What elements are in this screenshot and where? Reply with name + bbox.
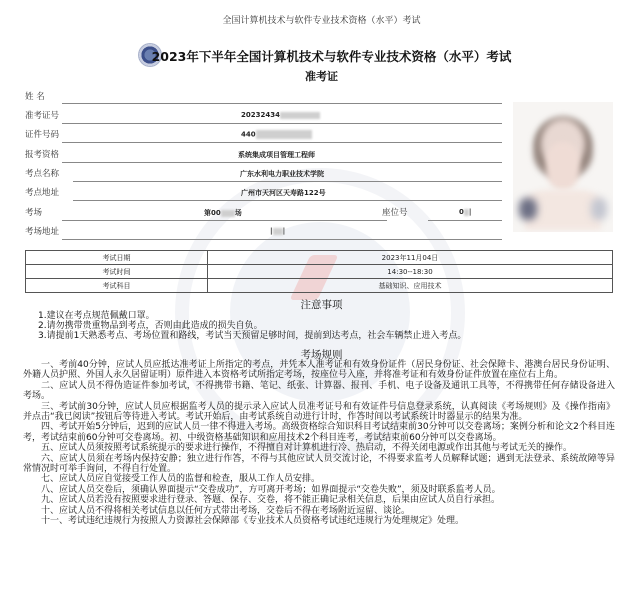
value-seat-number: 0 | bbox=[459, 208, 472, 216]
rule-item: 七、应试人员应自觉接受工作人员的监督和检查，服从工作人员安排。 bbox=[41, 474, 321, 485]
row-divider bbox=[73, 200, 502, 201]
redacted-block bbox=[221, 210, 235, 217]
notice-item: 2.请勿携带贵重物品到考点，否则由此造成的损失自负。 bbox=[38, 321, 263, 331]
value-exam-room: 第00 场 bbox=[204, 209, 242, 217]
table-row bbox=[26, 251, 613, 265]
value-test-center-address: 广州市天河区天寿路122号 bbox=[241, 189, 326, 197]
label-test-center: 考点名称 bbox=[25, 169, 60, 179]
rule-item: 九、应试人员若没有按照要求进行登录、答题、保存、交卷，将不能正确记录相关信息，后果由应试人员自行承担。 bbox=[41, 495, 501, 506]
table-key: 考试日期 bbox=[26, 251, 208, 265]
exam-schedule-table bbox=[25, 250, 613, 293]
rules-list bbox=[23, 360, 615, 527]
document-subtitle: 准考证 bbox=[305, 70, 338, 83]
rule-item: 四、考试开始5分钟后，迟到的应试人员一律不得进入考场。高级资格综合知识科目考试结束前30分钟可以交卷离场；案例分析和论文2个科目连考，考试结束前60分钟可交卷离场。初、中级资格基础知识和应用技术2个科目连考，考试结束前60分钟可以交卷离场。 bbox=[23, 422, 615, 443]
label-exam-room-address: 考场地址 bbox=[25, 227, 60, 237]
value-admission-number: 20232434 bbox=[241, 111, 320, 119]
table-value: 2023年11月04日 bbox=[208, 251, 613, 265]
table-row bbox=[26, 265, 613, 279]
row-divider bbox=[62, 239, 502, 240]
candidate-photo bbox=[513, 102, 613, 232]
row-divider bbox=[62, 162, 502, 163]
label-qualification: 报考资格 bbox=[25, 150, 60, 160]
rule-item: 十一、考试违纪违规行为按照人力资源社会保障部《专业技术人员资格考试违纪违规行为处理规定》处理。 bbox=[41, 516, 465, 527]
rule-item: 八、应试人员交卷后，须确认界面提示“交卷成功”，方可离开考场；如界面提示“交卷失败”，须及时联系监考人员。 bbox=[41, 484, 501, 495]
table-value: 基础知识、应用技术 bbox=[208, 279, 613, 293]
notice-item: 1.建议在考点规范佩戴口罩。 bbox=[38, 311, 155, 321]
value-exam-room-address: | | bbox=[270, 227, 286, 235]
label-exam-room: 考场 bbox=[25, 208, 43, 218]
rule-item: 二、应试人员不得伪造证件参加考试，不得携带书籍、笔记、纸张、计算器、报刊、手机、电子设备及通讯工具等，不得携带任何存储设备进入考场。 bbox=[23, 380, 615, 402]
table-key: 考试科目 bbox=[26, 279, 208, 293]
table-value: 14:30--18:30 bbox=[208, 265, 613, 279]
rule-item: 十、应试人员不得将相关考试信息以任何方式带出考场，交卷后不得在考场附近逗留、谈论。 bbox=[41, 505, 411, 516]
redacted-block bbox=[273, 228, 283, 235]
page-caption: 全国计算机技术与软件专业技术资格（水平）考试 bbox=[222, 16, 421, 26]
value-test-center: 广东水利电力职业技术学院 bbox=[240, 170, 324, 178]
row-divider bbox=[62, 220, 387, 221]
rules-title: 考场规则 bbox=[300, 349, 343, 361]
rule-item: 六、应试人员须在考场内保持安静；独立进行作答，不得与其他应试人员交流讨论，不得要求监考人员解释试题；遇到无法登录、系统故障等异常情况时可举手询问，不得自行处置。 bbox=[23, 453, 615, 475]
label-id-number: 证件号码 bbox=[25, 130, 60, 140]
redacted-block bbox=[256, 130, 312, 139]
table-row bbox=[26, 279, 613, 293]
value-qualification: 系统集成项目管理工程师 bbox=[238, 151, 315, 159]
rule-item: 一、考前40分钟，应试人员应抵达准考证上所指定的考点，并凭本人准考证和有效身份证件（居民身份证、社会保障卡、港澳台居民身份证明、外籍人员护照、外国人永久居留证明）原件进入本资格考试所指定考场，按座位号入座，并将准考证和有效身份证件放置在座位右上角。 bbox=[23, 360, 615, 381]
document-title: 2023年下半年全国计算机技术与软件专业技术资格（水平）考试 bbox=[151, 49, 512, 64]
notice-title: 注意事项 bbox=[300, 299, 343, 311]
value-id-number: 440 bbox=[241, 130, 312, 139]
row-divider bbox=[62, 123, 502, 124]
row-divider bbox=[62, 142, 502, 143]
table-key: 考试时间 bbox=[26, 265, 208, 279]
label-name: 姓 名 bbox=[25, 92, 45, 102]
rule-item: 五、应试人员须按照考试系统提示的要求进行操作，不得擅自对计算机进行冷、热启动，不得关闭电源或作出其他与考试无关的操作。 bbox=[41, 443, 573, 454]
row-divider bbox=[428, 220, 502, 221]
label-test-center-address: 考点地址 bbox=[25, 188, 60, 198]
notice-item: 3.请提前1天熟悉考点、考场位置和路线，考试当天预留足够时间，提前到达考点，社会车辆禁止进入考点。 bbox=[38, 331, 467, 341]
row-divider bbox=[73, 181, 502, 182]
redacted-block bbox=[464, 209, 469, 216]
redacted-block bbox=[280, 112, 320, 119]
label-admission-number: 准考证号 bbox=[25, 111, 60, 121]
row-divider bbox=[62, 103, 502, 104]
rule-item: 三、考试前30分钟，应试人员应根据监考人员的提示录入应试人员准考证号和有效证件号信息登录系统，认真阅读《考场规则》及《操作指南》并点击“我已阅读”按钮后等待进入考试。考试开始后，由考试系统自动进行计时，作答时间以考试系统计时器显示的结果为准。 bbox=[23, 401, 615, 423]
label-seat-number: 座位号 bbox=[382, 208, 408, 218]
